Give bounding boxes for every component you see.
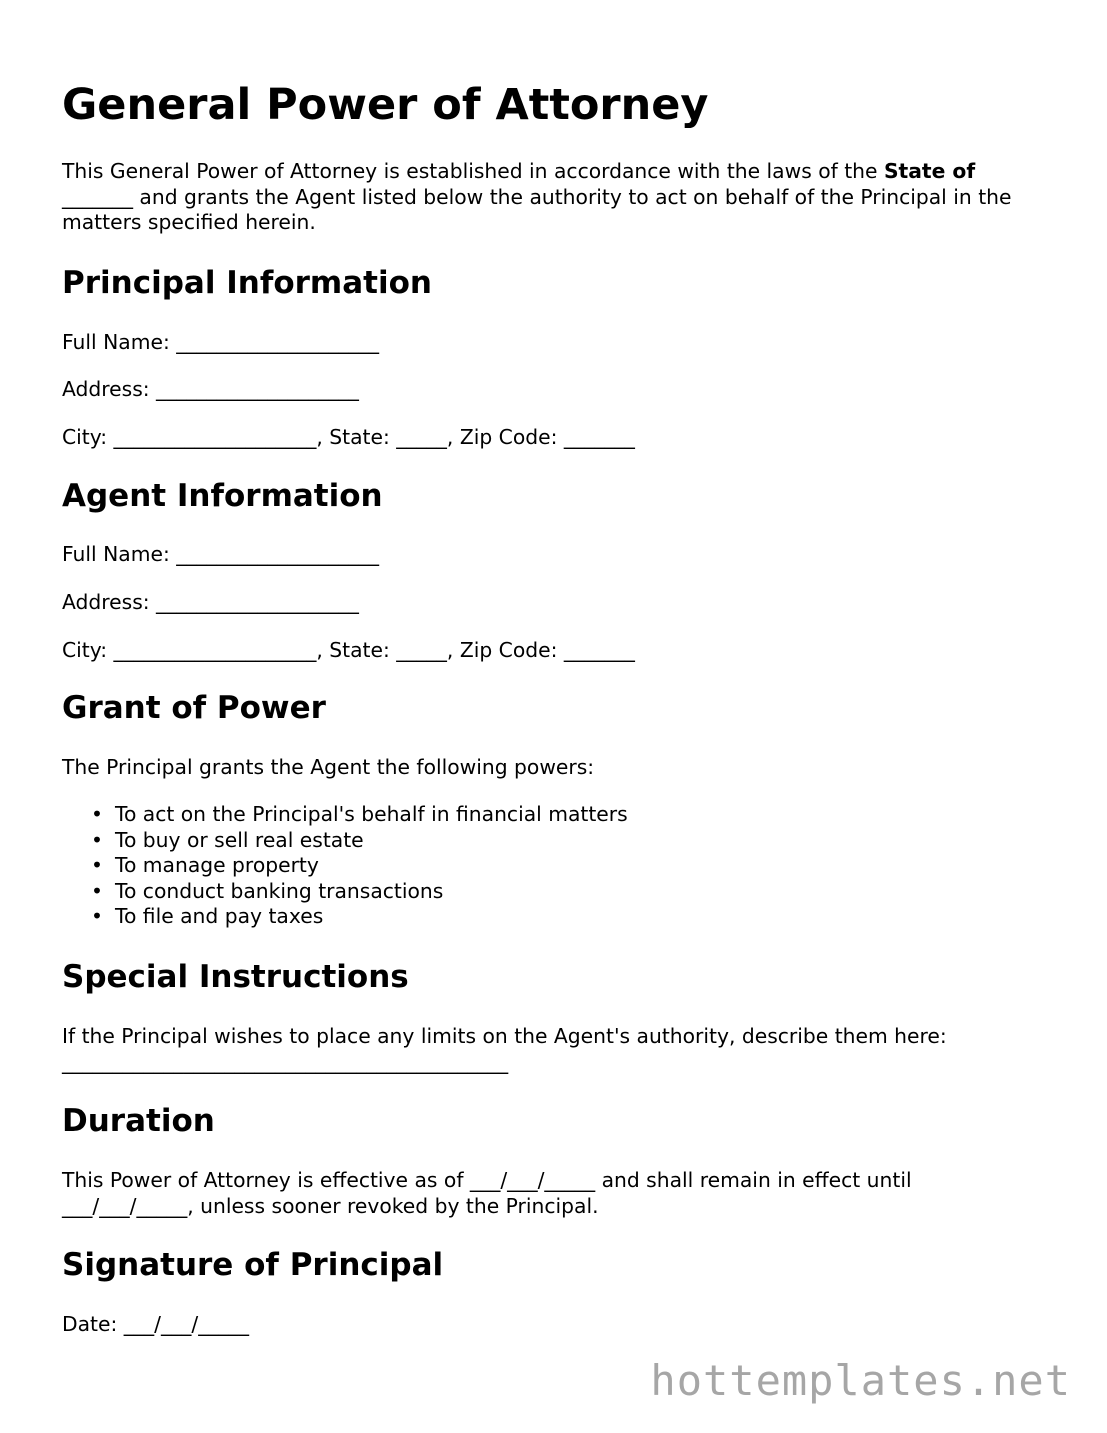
- special-heading: Special Instructions: [62, 959, 409, 995]
- agent-heading: Agent Information: [62, 478, 383, 514]
- page-title: General Power of Attorney: [62, 80, 709, 130]
- power-text: To conduct banking transactions: [115, 878, 444, 903]
- intro-text-before: This General Power of Attorney is established in accordance with the laws of the: [62, 159, 884, 183]
- list-item: [91, 853, 628, 879]
- signature-date: Date: ___/___/_____: [62, 1312, 249, 1336]
- grant-heading: Grant of Power: [62, 690, 326, 726]
- list-item: [91, 904, 628, 930]
- list-item: [91, 802, 628, 828]
- bullet-icon: •: [91, 878, 103, 903]
- grant-intro: The Principal grants the Agent the following powers:: [62, 755, 595, 779]
- list-item: [91, 827, 628, 854]
- principal-city-state-zip: City: ____________________, State: _____, Zip Code: _______: [62, 425, 635, 449]
- agent-address: Address: ____________________: [62, 590, 359, 614]
- bullet-icon: •: [91, 802, 103, 826]
- signature-heading: Signature of Principal: [62, 1247, 444, 1283]
- principal-heading: Principal Information: [62, 265, 432, 301]
- list-item: [91, 878, 628, 905]
- special-text: If the Principal wishes to place any limits on the Agent's authority, describe them here: ____________________________________________: [62, 1024, 947, 1074]
- intro-text-after: _______ and grants the Agent listed below the authority to act on behalf of the Principal in the matters specified herein.: [62, 184, 1012, 235]
- agent-city-state-zip: City: ____________________, State: _____, Zip Code: _______: [62, 638, 635, 662]
- intro-text-bold: State of: [883, 159, 976, 183]
- powers-list: [62, 802, 628, 930]
- principal-full-name: Full Name: ____________________: [62, 330, 380, 354]
- power-text: To file and pay taxes: [115, 904, 324, 928]
- bullet-icon: •: [91, 904, 103, 928]
- power-text: To act on the Principal's behalf in financial matters: [115, 802, 628, 826]
- intro-paragraph: [62, 159, 1052, 236]
- duration-text: This Power of Attorney is effective as of ___/___/_____ and shall remain in effect until ___/___/_____, unless sooner revoked by the Principal.: [62, 1168, 912, 1218]
- watermark: hottemplates.net: [650, 1356, 1071, 1405]
- principal-address: Address: ____________________: [62, 377, 359, 401]
- power-text: To buy or sell real estate: [115, 827, 364, 852]
- bullet-icon: •: [91, 827, 103, 852]
- power-text: To manage property: [115, 853, 319, 877]
- bullet-icon: •: [91, 853, 103, 877]
- duration-heading: Duration: [62, 1103, 215, 1139]
- agent-full-name: Full Name: ____________________: [62, 542, 380, 566]
